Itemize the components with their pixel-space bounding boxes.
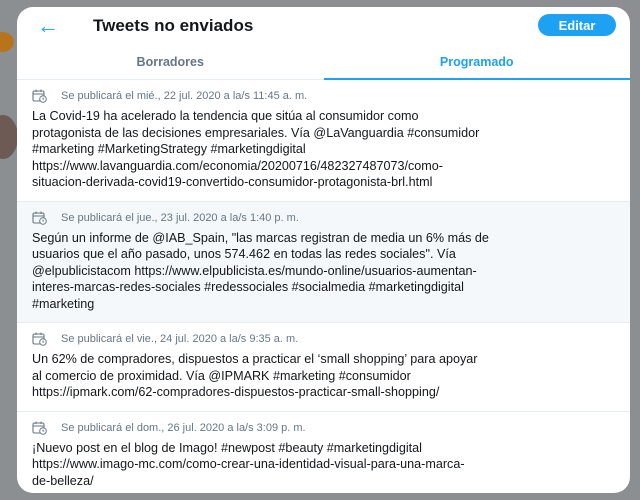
- tweet-text-line: ¡Nuevo post en el blog de Imago! #newpost #beauty #marketingdigital: [32, 440, 422, 455]
- schedule-text: Se publicará el mié., 22 jul. 2020 a la/s 11:45 a. m.: [61, 90, 308, 102]
- scheduled-tweet[interactable]: [17, 80, 630, 202]
- tweet-text-line: #marketing #MarketingStrategy #marketingdigital: [32, 142, 306, 156]
- scheduled-tweet[interactable]: [17, 323, 630, 412]
- modal-header: [17, 7, 630, 45]
- schedule-info: [32, 331, 616, 347]
- calendar-clock-icon: [32, 332, 47, 346]
- schedule-info: [32, 88, 616, 104]
- tweet-text-line: al comercio de proximidad. Vía @IPMARK #marketing #consumidor: [32, 368, 411, 383]
- tweet-text-line: https://www.imago-mc.com/como-crear-una-identidad-visual-para-una-marca-: [32, 457, 465, 471]
- page-title: Tweets no enviados: [93, 16, 254, 35]
- tweet-text-line: https://www.lavanguardia.com/economia/20200716/482327487073/como-: [32, 158, 443, 173]
- tweet-text-line: Un 62% de compradores, dispuestos a practicar el ‘small shopping’ para apoyar: [32, 352, 478, 366]
- tweet-text-line: interes-marcas-redes-sociales #redessociales #socialmedia #marketingdigital: [32, 280, 464, 294]
- schedule-text: Se publicará el vie., 24 jul. 2020 a la/s 9:35 a. m.: [61, 333, 299, 345]
- schedule-text: Se publicará el jue., 23 jul. 2020 a la/s 1:40 p. m.: [61, 211, 299, 224]
- background-avatar: [0, 115, 18, 159]
- tweet-text-line: de-belleza/: [32, 473, 94, 488]
- tweet-text-line: @elpublicistacom https://www.elpublicista.es/mundo-online/usuarios-aumentan-: [32, 263, 477, 278]
- schedule-info: [32, 420, 616, 436]
- tweet-text-line: usuarios que el año pasado, unos 574.462 en todas las redes sociales". Vía: [32, 247, 456, 261]
- tweet-text-line: La Covid-19 ha acelerado la tendencia que sitúa al consumidor como: [32, 109, 419, 123]
- tab-bar: [17, 45, 630, 80]
- tweet-text-line: https://ipmark.com/62-compradores-dispuestos-practicar-small-shopping/: [32, 385, 440, 399]
- calendar-clock-icon: [32, 421, 47, 435]
- background-avatar: [0, 32, 14, 52]
- schedule-info: [32, 210, 616, 226]
- tweet-text-line: protagonista de las decisiones empresariales. Vía @LaVanguardia #consumidor: [32, 125, 480, 140]
- scheduled-tweet-list: [17, 80, 630, 493]
- tweet-text-line: #marketing: [32, 296, 95, 311]
- scheduled-tweet[interactable]: [17, 202, 630, 324]
- tweet-text-line: Según un informe de @IAB_Spain, "las marcas registran de media un 6% más de: [32, 230, 489, 245]
- tweet-text-line: situacion-derivada-covid19-convertido-consumidor-protagonista-brl.html: [32, 175, 433, 189]
- unsent-tweets-modal: [17, 7, 630, 493]
- scheduled-tweet[interactable]: [17, 412, 630, 494]
- calendar-clock-icon: [32, 89, 47, 103]
- back-arrow-icon[interactable]: ←: [37, 13, 59, 38]
- schedule-text: Se publicará el dom., 26 jul. 2020 a la/s 3:09 p. m.: [61, 421, 306, 434]
- tab-drafts[interactable]: Borradores: [136, 55, 204, 69]
- edit-button[interactable]: Editar: [538, 14, 616, 36]
- tab-scheduled[interactable]: Programado: [324, 45, 631, 79]
- calendar-clock-icon: [32, 211, 47, 225]
